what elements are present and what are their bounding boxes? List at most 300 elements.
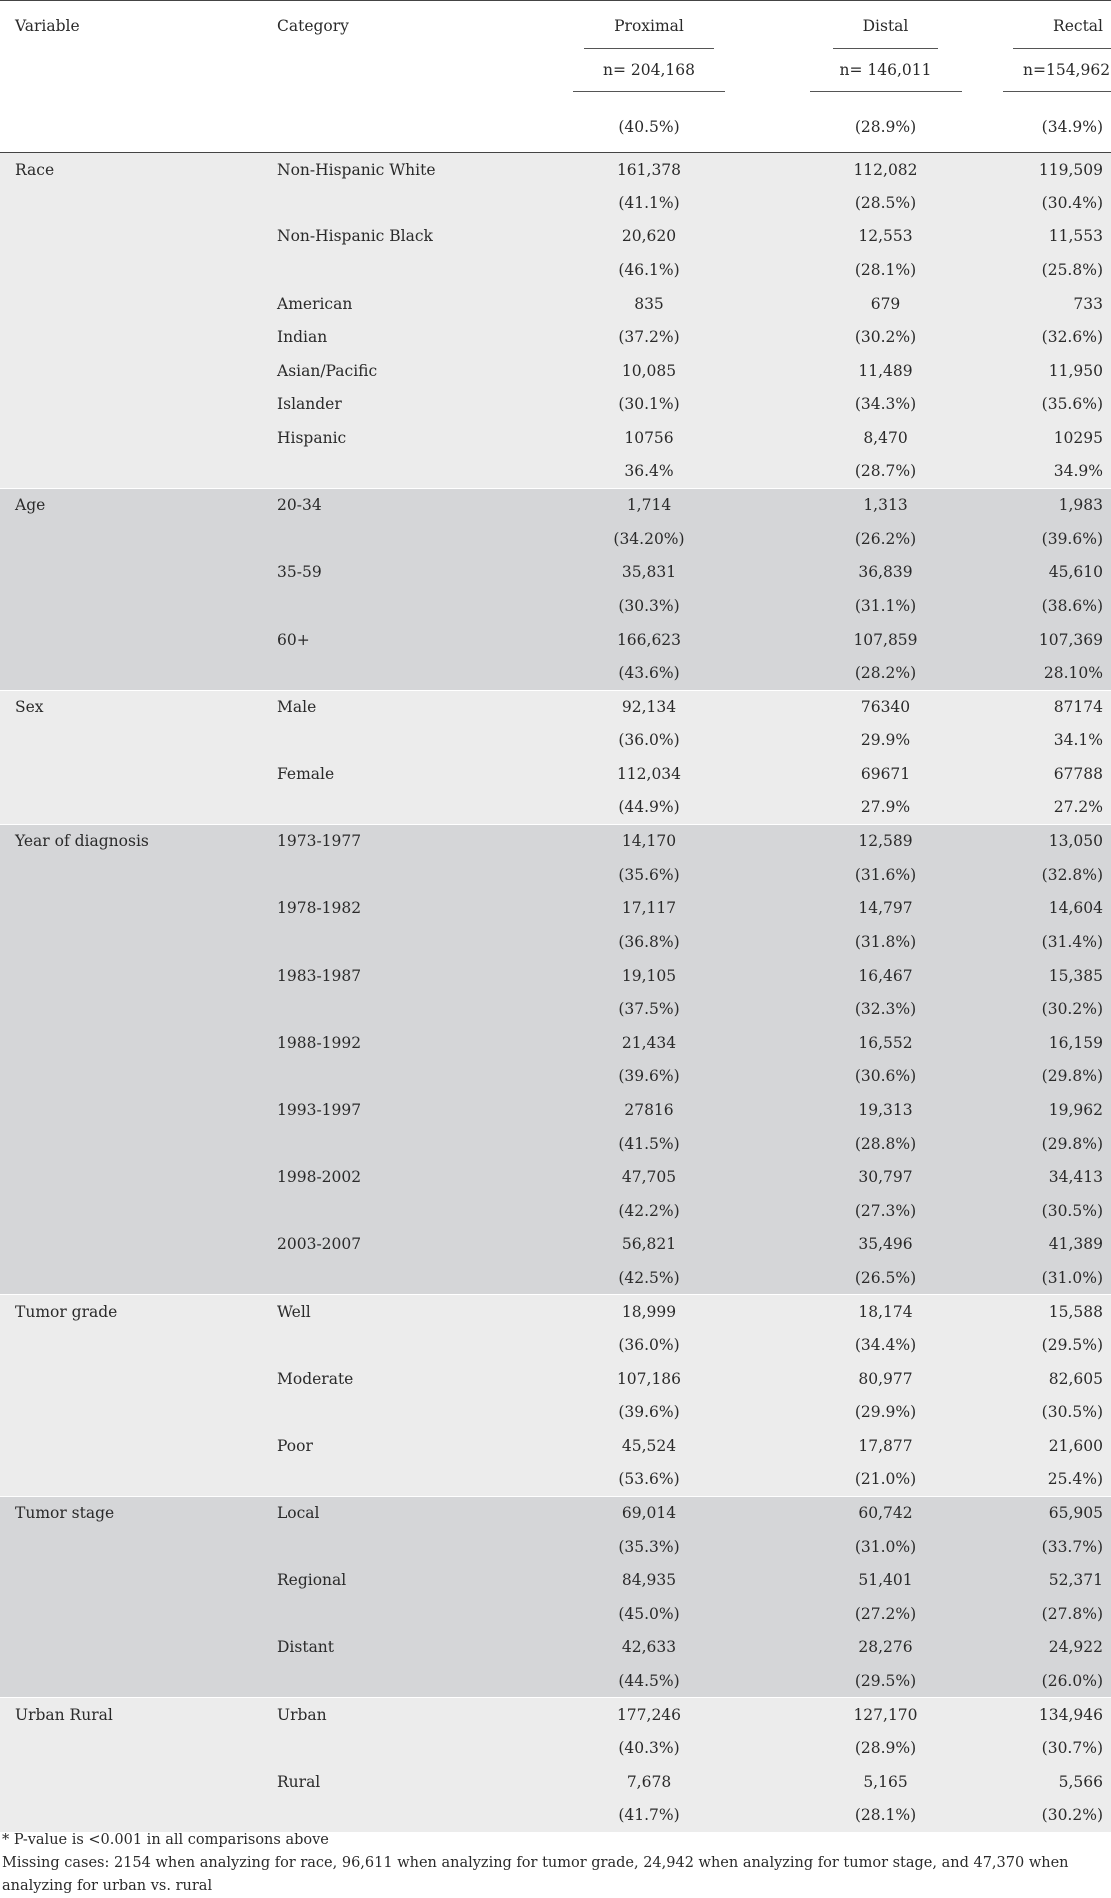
cell-proximal: (36.0%) <box>530 724 768 758</box>
table-row <box>0 1093 1111 1127</box>
cell-rectal: 27.2% <box>1003 791 1111 825</box>
table-header <box>0 1 1111 153</box>
cell-distal: 112,082 <box>768 153 1003 187</box>
cell-distal: (27.3%) <box>768 1194 1003 1228</box>
cell-category: 35-59 <box>262 556 530 590</box>
cell-category: 20-34 <box>262 488 530 522</box>
cell-rectal: (39.6%) <box>1003 522 1111 556</box>
table-row <box>0 522 1111 556</box>
cell-distal: 16,467 <box>768 959 1003 993</box>
cell-proximal: (35.6%) <box>530 858 768 892</box>
cell-rectal: 16,159 <box>1003 1026 1111 1060</box>
cell-category: 1993-1997 <box>262 1093 530 1127</box>
cell-category <box>262 1799 530 1833</box>
cell-rectal: 107,369 <box>1003 623 1111 657</box>
table-row <box>0 589 1111 623</box>
cell-rectal: (29.8%) <box>1003 1127 1111 1161</box>
cell-variable <box>0 1799 262 1833</box>
cell-rectal: (32.8%) <box>1003 858 1111 892</box>
cell-proximal: (37.2%) <box>530 320 768 354</box>
cell-proximal: (41.1%) <box>530 186 768 220</box>
cell-category: Local <box>262 1496 530 1530</box>
cell-distal: (30.6%) <box>768 1060 1003 1094</box>
cell-rectal: 19,962 <box>1003 1093 1111 1127</box>
cell-rectal: (38.6%) <box>1003 589 1111 623</box>
cell-proximal: (40.3%) <box>530 1731 768 1765</box>
cell-variable: Year of diagnosis <box>0 824 262 858</box>
table-row <box>0 186 1111 220</box>
cell-rectal: 45,610 <box>1003 556 1111 590</box>
cell-rectal: 41,389 <box>1003 1228 1111 1262</box>
cell-variable <box>0 1631 262 1665</box>
cell-proximal: 18,999 <box>530 1295 768 1329</box>
cell-variable <box>0 522 262 556</box>
cell-distal: (21.0%) <box>768 1463 1003 1497</box>
cell-category: Poor <box>262 1429 530 1463</box>
cell-rectal: (26.0%) <box>1003 1664 1111 1698</box>
cell-rectal: (25.8%) <box>1003 253 1111 287</box>
cell-distal: 127,170 <box>768 1698 1003 1732</box>
cell-rectal: 11,950 <box>1003 354 1111 388</box>
cell-rectal: (31.4%) <box>1003 925 1111 959</box>
cell-proximal: (41.7%) <box>530 1799 768 1833</box>
cell-distal: 69671 <box>768 757 1003 791</box>
table-row <box>0 1429 1111 1463</box>
cell-distal: (34.3%) <box>768 388 1003 422</box>
cell-category: 2003-2007 <box>262 1228 530 1262</box>
cell-rectal: 67788 <box>1003 757 1111 791</box>
cell-proximal: (42.5%) <box>530 1261 768 1295</box>
cell-variable: Age <box>0 488 262 522</box>
cell-category: 1988-1992 <box>262 1026 530 1060</box>
table-row <box>0 455 1111 489</box>
cell-category <box>262 455 530 489</box>
cell-proximal: 177,246 <box>530 1698 768 1732</box>
cell-proximal: (46.1%) <box>530 253 768 287</box>
cell-variable: Tumor stage <box>0 1496 262 1530</box>
cell-category: Female <box>262 757 530 791</box>
cell-category <box>262 1261 530 1295</box>
cell-variable <box>0 724 262 758</box>
header-proximal-n: n= 204,168 <box>573 61 725 92</box>
footnotes <box>0 1829 1102 1898</box>
cell-proximal: (30.3%) <box>530 589 768 623</box>
cell-proximal: 17,117 <box>530 892 768 926</box>
cell-proximal: 47,705 <box>530 1160 768 1194</box>
table-row <box>0 488 1111 522</box>
cell-proximal: 161,378 <box>530 153 768 187</box>
cell-distal: (31.0%) <box>768 1530 1003 1564</box>
cell-variable <box>0 1664 262 1698</box>
cell-category <box>262 925 530 959</box>
table-row <box>0 656 1111 690</box>
table-row <box>0 1664 1111 1698</box>
cell-distal: (28.9%) <box>768 1731 1003 1765</box>
table-body <box>0 153 1111 1833</box>
cell-distal: (28.7%) <box>768 455 1003 489</box>
cell-rectal: 34,413 <box>1003 1160 1111 1194</box>
cell-category: 1978-1982 <box>262 892 530 926</box>
table-row <box>0 556 1111 590</box>
header-proximal-pct: (40.5%) <box>530 102 768 153</box>
cell-proximal: (35.3%) <box>530 1530 768 1564</box>
cell-category <box>262 1731 530 1765</box>
cell-distal: 29.9% <box>768 724 1003 758</box>
header-proximal: Proximal <box>584 3 714 49</box>
cell-proximal: 42,633 <box>530 1631 768 1665</box>
table-row <box>0 791 1111 825</box>
cell-category <box>262 858 530 892</box>
cell-proximal: (30.1%) <box>530 388 768 422</box>
cell-variable <box>0 320 262 354</box>
cell-rectal: 119,509 <box>1003 153 1111 187</box>
cell-variable <box>0 388 262 422</box>
table-row <box>0 1698 1111 1732</box>
cell-proximal: (44.9%) <box>530 791 768 825</box>
cell-variable <box>0 1765 262 1799</box>
cell-rectal: (30.2%) <box>1003 992 1111 1026</box>
cell-category <box>262 1530 530 1564</box>
table-row <box>0 354 1111 388</box>
table-row <box>0 1765 1111 1799</box>
cell-variable <box>0 858 262 892</box>
cell-distal: (30.2%) <box>768 320 1003 354</box>
cell-proximal: 10,085 <box>530 354 768 388</box>
cell-proximal: 835 <box>530 287 768 321</box>
cell-category: American <box>262 287 530 321</box>
cell-proximal: 56,821 <box>530 1228 768 1262</box>
cell-proximal: (36.0%) <box>530 1328 768 1362</box>
table-row <box>0 959 1111 993</box>
cell-proximal: 36.4% <box>530 455 768 489</box>
cell-category: Regional <box>262 1563 530 1597</box>
cell-rectal: 134,946 <box>1003 1698 1111 1732</box>
cell-proximal: (39.6%) <box>530 1395 768 1429</box>
cell-distal: 5,165 <box>768 1765 1003 1799</box>
cell-category <box>262 1127 530 1161</box>
cell-variable <box>0 1463 262 1497</box>
cell-distal: 30,797 <box>768 1160 1003 1194</box>
cell-rectal: (29.5%) <box>1003 1328 1111 1362</box>
cell-rectal: 15,588 <box>1003 1295 1111 1329</box>
cell-variable <box>0 892 262 926</box>
footnote-pvalue: * P-value is <0.001 in all comparisons above <box>2 1832 329 1848</box>
cell-distal: 16,552 <box>768 1026 1003 1060</box>
table-row <box>0 1530 1111 1564</box>
cell-variable <box>0 1228 262 1262</box>
cell-category: Distant <box>262 1631 530 1665</box>
cell-distal: (31.1%) <box>768 589 1003 623</box>
cell-distal: (28.2%) <box>768 656 1003 690</box>
cell-distal: 28,276 <box>768 1631 1003 1665</box>
cell-category <box>262 1060 530 1094</box>
header-category: Category <box>262 1 530 52</box>
header-distal: Distal <box>833 3 939 49</box>
table-row <box>0 690 1111 724</box>
cell-proximal: (44.5%) <box>530 1664 768 1698</box>
cell-distal: 51,401 <box>768 1563 1003 1597</box>
cell-category: Islander <box>262 388 530 422</box>
cell-distal: 679 <box>768 287 1003 321</box>
cell-category: Hispanic <box>262 421 530 455</box>
table-row <box>0 1295 1111 1329</box>
cell-rectal: 34.1% <box>1003 724 1111 758</box>
cell-variable <box>0 1261 262 1295</box>
cell-distal: (26.5%) <box>768 1261 1003 1295</box>
cell-distal: (34.4%) <box>768 1328 1003 1362</box>
cell-distal: (31.8%) <box>768 925 1003 959</box>
cell-variable <box>0 556 262 590</box>
cell-category <box>262 1194 530 1228</box>
cell-distal: (27.2%) <box>768 1597 1003 1631</box>
cell-category: 1973-1977 <box>262 824 530 858</box>
cell-rectal: (31.0%) <box>1003 1261 1111 1295</box>
cell-distal: (26.2%) <box>768 522 1003 556</box>
cell-rectal: (30.5%) <box>1003 1194 1111 1228</box>
cell-distal: 18,174 <box>768 1295 1003 1329</box>
header-rectal-pct: (34.9%) <box>1003 102 1111 153</box>
cell-variable <box>0 354 262 388</box>
table-row <box>0 1395 1111 1429</box>
table-row <box>0 858 1111 892</box>
cell-proximal: (42.2%) <box>530 1194 768 1228</box>
cell-rectal: (27.8%) <box>1003 1597 1111 1631</box>
table-row <box>0 1194 1111 1228</box>
cell-variable: Sex <box>0 690 262 724</box>
cell-rectal: (29.8%) <box>1003 1060 1111 1094</box>
table-row <box>0 892 1111 926</box>
header-variable: Variable <box>0 1 262 52</box>
cell-distal: 19,313 <box>768 1093 1003 1127</box>
cell-variable: Race <box>0 153 262 187</box>
cell-proximal: 45,524 <box>530 1429 768 1463</box>
cell-rectal: (30.7%) <box>1003 1731 1111 1765</box>
cell-rectal: 87174 <box>1003 690 1111 724</box>
cell-variable: Tumor grade <box>0 1295 262 1329</box>
table-row <box>0 1597 1111 1631</box>
cell-proximal: 7,678 <box>530 1765 768 1799</box>
cell-variable <box>0 186 262 220</box>
table-row <box>0 824 1111 858</box>
table-row <box>0 421 1111 455</box>
cell-variable <box>0 1127 262 1161</box>
cell-variable <box>0 656 262 690</box>
cell-proximal: (45.0%) <box>530 1597 768 1631</box>
table-row <box>0 220 1111 254</box>
table-row <box>0 153 1111 187</box>
cell-distal: 17,877 <box>768 1429 1003 1463</box>
cell-category: Non-Hispanic Black <box>262 220 530 254</box>
cell-variable <box>0 1093 262 1127</box>
cell-distal: (28.1%) <box>768 253 1003 287</box>
table-row <box>0 1799 1111 1833</box>
cell-category <box>262 992 530 1026</box>
cell-rectal: (33.7%) <box>1003 1530 1111 1564</box>
cell-category: 1983-1987 <box>262 959 530 993</box>
cell-distal: (31.6%) <box>768 858 1003 892</box>
cell-category <box>262 589 530 623</box>
cell-variable <box>0 1026 262 1060</box>
cell-distal: 1,313 <box>768 488 1003 522</box>
cell-distal: (29.9%) <box>768 1395 1003 1429</box>
table-row <box>0 388 1111 422</box>
cell-proximal: (43.6%) <box>530 656 768 690</box>
cell-variable <box>0 959 262 993</box>
cell-category <box>262 791 530 825</box>
cell-proximal: (34.20%) <box>530 522 768 556</box>
cell-category: Well <box>262 1295 530 1329</box>
cell-variable <box>0 1395 262 1429</box>
cell-rectal: (32.6%) <box>1003 320 1111 354</box>
cell-distal: 107,859 <box>768 623 1003 657</box>
table-row <box>0 1496 1111 1530</box>
cell-rectal: 28.10% <box>1003 656 1111 690</box>
cell-distal: 8,470 <box>768 421 1003 455</box>
cell-variable <box>0 1060 262 1094</box>
cell-rectal: 34.9% <box>1003 455 1111 489</box>
cell-proximal: (39.6%) <box>530 1060 768 1094</box>
table-row <box>0 1228 1111 1262</box>
cell-proximal: (53.6%) <box>530 1463 768 1497</box>
cell-proximal: 20,620 <box>530 220 768 254</box>
cell-rectal: 82,605 <box>1003 1362 1111 1396</box>
table-row <box>0 992 1111 1026</box>
cell-variable <box>0 623 262 657</box>
cell-proximal: 92,134 <box>530 690 768 724</box>
cell-category <box>262 253 530 287</box>
cell-rectal: 13,050 <box>1003 824 1111 858</box>
cell-rectal: 733 <box>1003 287 1111 321</box>
table-row <box>0 1160 1111 1194</box>
cell-rectal: 24,922 <box>1003 1631 1111 1665</box>
table-row <box>0 1362 1111 1396</box>
cell-rectal: (35.6%) <box>1003 388 1111 422</box>
cell-variable: Urban Rural <box>0 1698 262 1732</box>
cell-variable <box>0 992 262 1026</box>
table-row <box>0 1563 1111 1597</box>
table-row <box>0 287 1111 321</box>
cell-proximal: (41.5%) <box>530 1127 768 1161</box>
cell-variable <box>0 1328 262 1362</box>
cell-distal: (28.8%) <box>768 1127 1003 1161</box>
cell-variable <box>0 1160 262 1194</box>
header-rectal: Rectal <box>1013 3 1111 49</box>
cell-category: 60+ <box>262 623 530 657</box>
table-row <box>0 724 1111 758</box>
cell-proximal: 112,034 <box>530 757 768 791</box>
cell-proximal: 166,623 <box>530 623 768 657</box>
cell-rectal: 21,600 <box>1003 1429 1111 1463</box>
cell-category <box>262 1664 530 1698</box>
cell-distal: 14,797 <box>768 892 1003 926</box>
cell-rectal: 1,983 <box>1003 488 1111 522</box>
cell-category <box>262 1463 530 1497</box>
table-row <box>0 1026 1111 1060</box>
cell-category <box>262 1597 530 1631</box>
cell-proximal: 14,170 <box>530 824 768 858</box>
cell-rectal: 15,385 <box>1003 959 1111 993</box>
cell-proximal: 35,831 <box>530 556 768 590</box>
cell-rectal: 10295 <box>1003 421 1111 455</box>
cell-distal: 27.9% <box>768 791 1003 825</box>
cell-distal: 60,742 <box>768 1496 1003 1530</box>
cell-category <box>262 656 530 690</box>
cell-distal: 76340 <box>768 690 1003 724</box>
cell-category: Male <box>262 690 530 724</box>
header-rectal-n: n=154,962 <box>1003 61 1111 92</box>
table-row <box>0 1631 1111 1665</box>
cell-variable <box>0 1731 262 1765</box>
cell-category <box>262 724 530 758</box>
cell-category <box>262 186 530 220</box>
table-row <box>0 757 1111 791</box>
cell-proximal: (37.5%) <box>530 992 768 1026</box>
cell-distal: (29.5%) <box>768 1664 1003 1698</box>
cell-category: Indian <box>262 320 530 354</box>
table-row <box>0 925 1111 959</box>
cell-variable <box>0 421 262 455</box>
table-row <box>0 1127 1111 1161</box>
cell-proximal: 27816 <box>530 1093 768 1127</box>
cell-category: Urban <box>262 1698 530 1732</box>
cell-proximal: 21,434 <box>530 1026 768 1060</box>
table-row <box>0 320 1111 354</box>
cell-category <box>262 1395 530 1429</box>
footnote-missing-cases: Missing cases: 2154 when analyzing for race, 96,611 when analyzing for tumor grade, 24,942 when analyzing for tumor stage, and 47,370 when analyzing for urban vs. rural <box>2 1855 1069 1894</box>
cell-rectal: (30.2%) <box>1003 1799 1111 1833</box>
cell-category <box>262 1328 530 1362</box>
cell-rectal: (30.5%) <box>1003 1395 1111 1429</box>
table-row <box>0 1328 1111 1362</box>
cell-category: Moderate <box>262 1362 530 1396</box>
cell-variable <box>0 1530 262 1564</box>
cell-category: 1998-2002 <box>262 1160 530 1194</box>
cell-proximal: 84,935 <box>530 1563 768 1597</box>
cell-variable <box>0 253 262 287</box>
cell-category: Rural <box>262 1765 530 1799</box>
cell-variable <box>0 1429 262 1463</box>
cell-distal: 12,553 <box>768 220 1003 254</box>
cell-variable <box>0 791 262 825</box>
cell-variable <box>0 757 262 791</box>
cell-rectal: 25.4%) <box>1003 1463 1111 1497</box>
cell-variable <box>0 1362 262 1396</box>
cell-distal: (28.5%) <box>768 186 1003 220</box>
table-row <box>0 1060 1111 1094</box>
table-row <box>0 1261 1111 1295</box>
cell-variable <box>0 589 262 623</box>
cell-distal: 80,977 <box>768 1362 1003 1396</box>
table-row <box>0 1731 1111 1765</box>
table-row <box>0 623 1111 657</box>
header-distal-pct: (28.9%) <box>768 102 1003 153</box>
cell-variable <box>0 455 262 489</box>
cell-variable <box>0 1563 262 1597</box>
cell-category <box>262 522 530 556</box>
cell-rectal: 5,566 <box>1003 1765 1111 1799</box>
cell-proximal: 1,714 <box>530 488 768 522</box>
cell-variable <box>0 1597 262 1631</box>
cell-distal: 36,839 <box>768 556 1003 590</box>
cell-proximal: (36.8%) <box>530 925 768 959</box>
cell-proximal: 10756 <box>530 421 768 455</box>
cell-category: Non-Hispanic White <box>262 153 530 187</box>
cell-proximal: 19,105 <box>530 959 768 993</box>
cell-variable <box>0 925 262 959</box>
header-distal-n: n= 146,011 <box>810 61 962 92</box>
table-row <box>0 253 1111 287</box>
cell-variable <box>0 287 262 321</box>
